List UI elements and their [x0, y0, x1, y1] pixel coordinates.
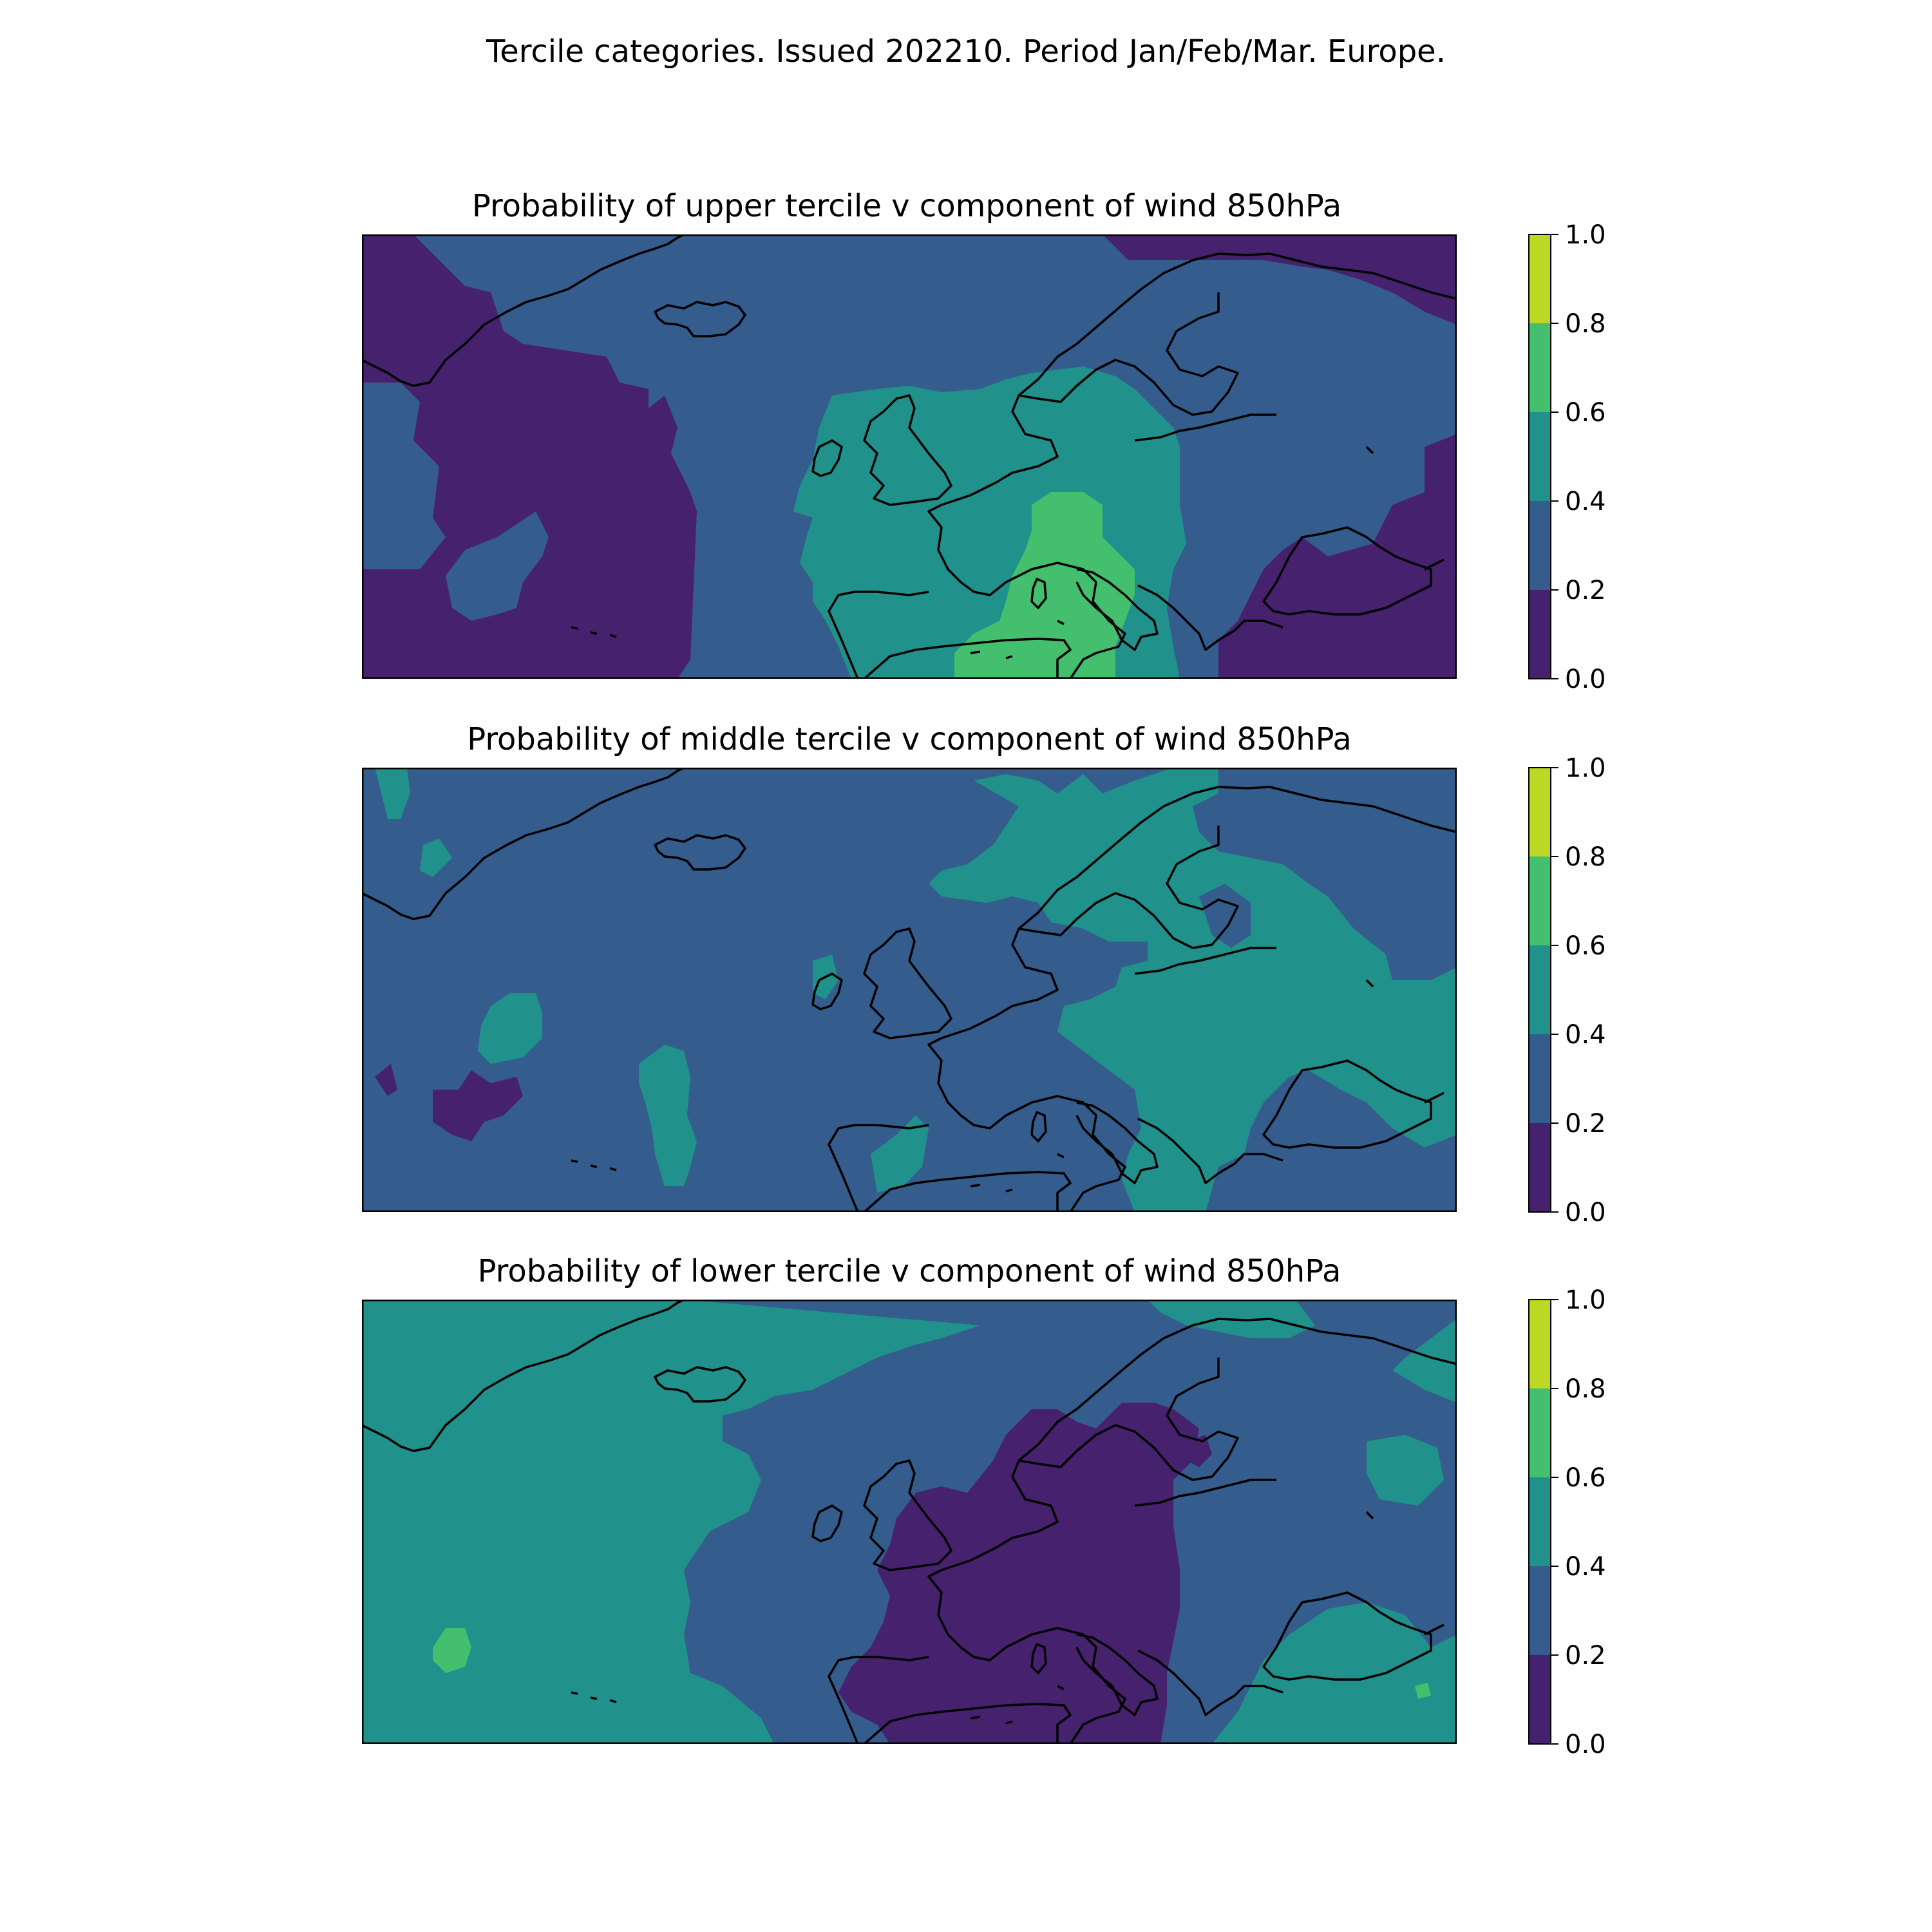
- colorbar-tick-label: 1.0: [1565, 753, 1606, 783]
- map-lower-tercile: [362, 1300, 1457, 1744]
- colorbar-tick-label: 0.4: [1565, 1020, 1606, 1050]
- colorbar-bin-4: [1529, 1300, 1551, 1388]
- colorbar-bin-0: [1529, 1655, 1551, 1744]
- colorbar-tick-label: 0.2: [1565, 1641, 1606, 1671]
- colorbar-tick-label: 0.8: [1565, 842, 1606, 872]
- colorbar-tick-label: 0.0: [1565, 1198, 1606, 1227]
- colorbar-tick-label: 0.6: [1565, 1463, 1606, 1493]
- colorbar-tick-label: 0.6: [1565, 398, 1606, 428]
- colorbar-middle: [1529, 753, 1658, 1227]
- colorbar-bin-1: [1529, 1566, 1551, 1655]
- colorbar-tick-label: 0.8: [1565, 1374, 1606, 1404]
- colorbar-bin-4: [1529, 768, 1551, 857]
- colorbar-tick-label: 0.4: [1565, 487, 1606, 516]
- panel-title-upper: Probability of upper tercile v component of wind 850hPa: [471, 188, 1342, 224]
- colorbar-bin-4: [1529, 234, 1551, 323]
- map-middle-tercile: [362, 768, 1457, 1212]
- colorbar-tick-label: 0.6: [1565, 931, 1606, 961]
- map-upper-tercile: [362, 234, 1457, 679]
- colorbar-upper: [1529, 220, 1658, 694]
- colorbar-lower: [1529, 1285, 1658, 1759]
- colorbar-bin-1: [1529, 501, 1551, 590]
- figure-suptitle: Tercile categories. Issued 202210. Period Jan/Feb/Mar. Europe.: [486, 33, 1446, 70]
- colorbar-bin-3: [1529, 1388, 1551, 1477]
- colorbar-tick-label: 0.0: [1565, 1730, 1606, 1759]
- colorbar-bin-2: [1529, 412, 1551, 501]
- colorbar-bin-3: [1529, 857, 1551, 945]
- colorbar-tick-label: 0.0: [1565, 665, 1606, 694]
- colorbar-tick-label: 0.2: [1565, 1109, 1606, 1139]
- colorbar-bin-2: [1529, 1477, 1551, 1566]
- panel-title-lower: Probability of lower tercile v component of wind 850hPa: [477, 1253, 1341, 1289]
- colorbar-tick-label: 0.2: [1565, 576, 1606, 605]
- colorbar-bin-2: [1529, 945, 1551, 1034]
- colorbar-tick-label: 0.8: [1565, 309, 1606, 339]
- colorbar-tick-label: 1.0: [1565, 220, 1606, 250]
- colorbar-bin-0: [1529, 590, 1551, 679]
- colorbar-bin-3: [1529, 323, 1551, 412]
- colorbar-bin-0: [1529, 1123, 1551, 1212]
- colorbar-tick-label: 1.0: [1565, 1285, 1606, 1315]
- colorbar-bin-1: [1529, 1034, 1551, 1123]
- colorbar-tick-label: 0.4: [1565, 1552, 1606, 1582]
- panel-title-middle: Probability of middle tercile v component of wind 850hPa: [467, 721, 1352, 757]
